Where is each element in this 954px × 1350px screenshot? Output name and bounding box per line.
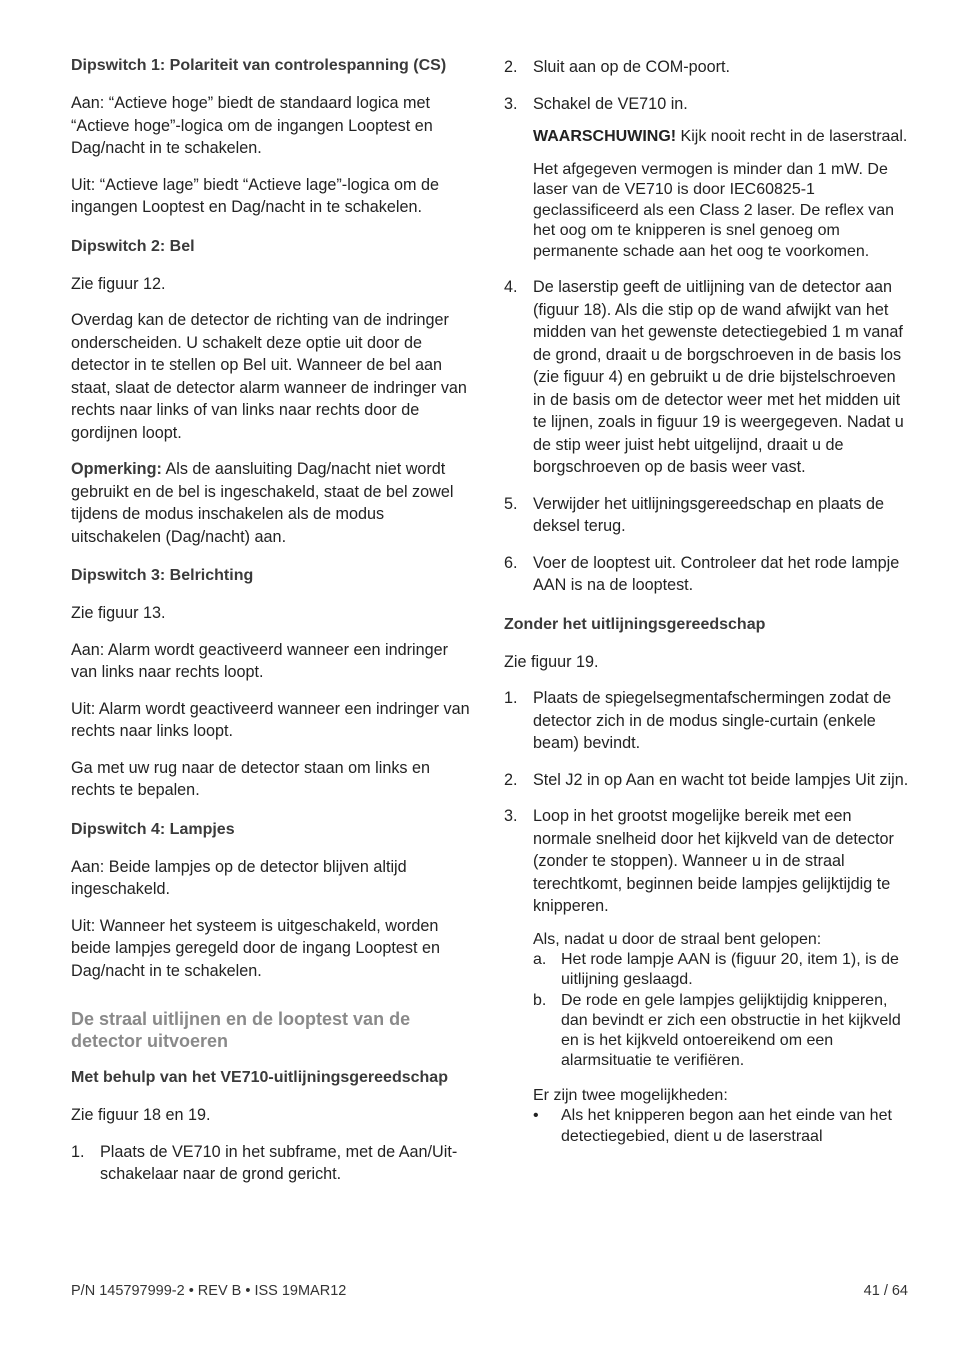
dipswitch4-heading: Dipswitch 4: Lampjes: [71, 820, 235, 838]
right-column: [504, 56, 910, 1161]
dipswitch2-heading: Dipswitch 2: Bel: [71, 237, 195, 255]
list-item: [71, 1141, 476, 1186]
outcome-block: [533, 930, 910, 1147]
warning-label: WAARSCHUWING!: [533, 128, 677, 145]
step-number: 3.: [504, 807, 518, 825]
dipswitch4-on-text: Aan: Beide lampjes op de detector blijven altijd ingeschakeld.: [71, 857, 407, 898]
dipswitch4-off-text: Uit: Wanneer het systeem is uitgeschakeld, worden beide lampjes geregeld door de ingang Looptest en Dag/nacht in te schakelen.: [71, 916, 440, 980]
warning-text: Kijk nooit recht in de laserstraal.: [676, 128, 908, 145]
dipswitch1-heading: Dipswitch 1: Polariteit van controlespanning (CS): [71, 57, 447, 74]
list-item: [533, 991, 910, 1072]
list-item: [533, 950, 910, 991]
step-text: Plaats de VE710 in het subframe, met de Aan/Uit-schakelaar naar de grond gericht.: [100, 1142, 458, 1183]
with-tool-steps-right: [504, 56, 910, 597]
step-text: Schakel de VE710 in.: [533, 94, 688, 113]
step-number: 2.: [504, 770, 518, 789]
list-text: Als het knipperen begon aan het einde van het detectiegebied, dient u de laserstraal: [561, 1107, 892, 1145]
warning: [533, 127, 910, 148]
dipswitch3-off-text: Uit: Alarm wordt geactiveerd wanneer een indringer van rechts naar links loopt.: [71, 699, 470, 740]
without-tool-heading: Zonder het uitlijningsgereedschap: [504, 615, 766, 633]
list-item: [504, 93, 910, 263]
footer-page-number: 41 / 64: [863, 1283, 908, 1299]
list-item: [504, 56, 910, 79]
step-number: 5.: [504, 494, 518, 513]
list-item: [504, 276, 910, 479]
dipswitch2-note: [71, 458, 476, 548]
with-tool-steps-left: [71, 1141, 476, 1186]
step-number: 1.: [504, 689, 518, 707]
dipswitch3-on-text: Aan: Alarm wordt geactiveerd wanneer een indringer van links naar rechts loopt.: [71, 640, 449, 681]
footer-part-number: P/N 145797999-2 • REV B • ISS 19MAR12: [71, 1283, 347, 1299]
list-item: [504, 687, 910, 755]
outcome-intro: Als, nadat u door de straal bent gelopen:: [533, 930, 822, 948]
note-text: Als de aansluiting Dag/nacht niet wordt gebruikt en de bel is ingeschakeld, staat de bel zowel tijdens de modus inschakelen als de modus uitschakelen (Dag/nacht) aan.: [71, 460, 454, 546]
step-number: 3.: [504, 94, 518, 113]
dipswitch1-on-text: Aan: “Actieve hoge” biedt de standaard logica met “Actieve hoge”-logica om de ingangen Looptest en Dag/nacht in te schakelen.: [71, 94, 433, 157]
bullet-marker: •: [533, 1107, 539, 1125]
list-item: [504, 552, 910, 597]
step-text: Stel J2 in op Aan en wacht tot beide lampjes Uit zijn.: [533, 770, 909, 789]
possibilities-intro: Er zijn twee mogelijkheden:: [533, 1086, 728, 1104]
step-number: 6.: [504, 553, 518, 572]
note-label: Opmerking:: [71, 460, 162, 478]
dipswitch3-hint: Ga met uw rug naar de detector staan om links en rechts te bepalen.: [71, 758, 431, 799]
possibilities-list: [533, 1106, 910, 1147]
dipswitch3-heading: Dipswitch 3: Belrichting: [71, 567, 254, 584]
step-text: Verwijder het uitlijningsgereedschap en plaats de deksel terug.: [533, 494, 884, 535]
list-item: [533, 1106, 910, 1147]
step-text: Voer de looptest uit. Controleer dat het rode lampje AAN is na de looptest.: [533, 553, 900, 594]
list-item: [504, 769, 910, 792]
outcome-list: [533, 950, 910, 1072]
dipswitch1-off-text: Uit: “Actieve lage” biedt “Actieve lage”-logica om de ingangen Looptest en Dag/nacht in te schakelen.: [71, 175, 439, 216]
list-marker: b.: [533, 991, 547, 1009]
step-text: Plaats de spiegelsegmentafschermingen zodat de detector zich in de modus single-curtain (enkele beam) bevindt.: [533, 689, 892, 752]
list-item: [504, 805, 910, 1147]
with-tool-figure-ref: Zie figuur 18 en 19.: [71, 1106, 211, 1124]
step-text: De laserstip geeft de uitlijning van de detector aan (figuur 18). Als die stip op de wand afwijkt van het midden van het gewenste detectiegebied 1 m vanaf de grond, draait u de borgschroeven in de basis los (zie figuur 4) en gebruikt u de drie bijstelschroeven in de basis om de detector weer met het midden uit te lijnen, zoals in figuur 19 is weergegeven. Nadat u de stip weer juist hebt uitgelijnd, draait u de borgschroeven op de basis weer vast.: [533, 278, 904, 476]
dipswitch2-figure-ref: Zie figuur 12.: [71, 274, 166, 293]
without-tool-figure-ref: Zie figuur 19.: [504, 652, 599, 671]
with-tool-heading: Met behulp van het VE710-uitlijningsgereedschap: [71, 1069, 448, 1086]
warning-details: Het afgegeven vermogen is minder dan 1 mW. De laser van de VE710 is door IEC60825-1 geclassificeerd als een Class 2 laser. De reflex van het oog om te knipperen is snel genoeg om permanente schade aan het oog te voorkomen.: [533, 160, 895, 260]
step-text: Loop in het grootst mogelijke bereik met een normale snelheid door het kijkveld van de detector (zonder te stoppen). Wanneer u in de straal terechtkomt, beginnen beide lampjes gelijktijdig te knipperen.: [533, 807, 894, 915]
dipswitch2-description: Overdag kan de detector de richting van de indringer onderscheiden. U schakelt deze optie uit door de detector in te stellen op Bel uit. Wanneer de bel aan staat, slaat de detector alarm wanneer de indringer van rechts naar links of van links naar rechts door de gordijnen loopt.: [71, 311, 467, 442]
step-number: 4.: [504, 278, 518, 296]
step-number: 1.: [71, 1142, 85, 1161]
left-column: [71, 56, 476, 1200]
without-tool-steps: [504, 687, 910, 1147]
step-text: Sluit aan op de COM-poort.: [533, 58, 731, 76]
dipswitch3-figure-ref: Zie figuur 13.: [71, 604, 166, 622]
step-number: 2.: [504, 58, 518, 76]
list-text: De rode en gele lampjes gelijktijdig knipperen, dan bevindt er zich een obstructie in het kijkveld en is het kijkveld ontoereikend om een alarmsituatie te verifiëren.: [561, 991, 901, 1070]
section-heading: De straal uitlijnen en de looptest van de detector uitvoeren: [71, 1009, 411, 1051]
list-item: [504, 493, 910, 538]
warning-block: [533, 127, 910, 262]
list-marker: a.: [533, 951, 547, 968]
list-text: Het rode lampje AAN is (figuur 20, item 1), is de uitlijning geslaagd.: [561, 951, 899, 989]
